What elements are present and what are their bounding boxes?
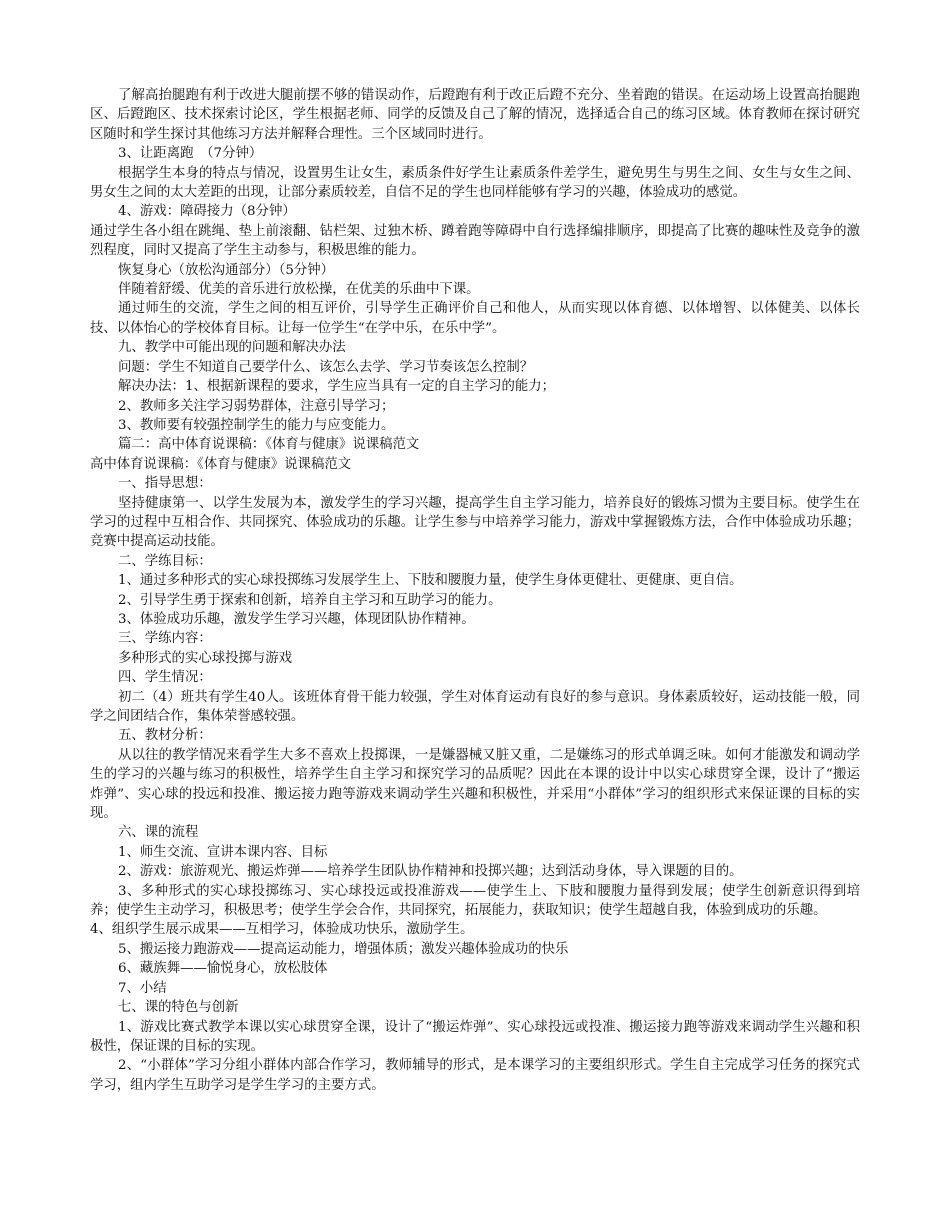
list-item: 1、通过多种形式的实心球投掷练习发展学生上、下肢和腰腹力量，使学生身体更健壮、更健康、更自信。	[118, 573, 743, 589]
list-item: 4、组织学生展示成果——互相学习，体验成功快乐，激励学生。	[90, 922, 474, 938]
article-title: 高中体育说课稿：《体育与健康》说课稿范文	[90, 456, 352, 472]
list-item: 3、教师要有较强控制学生的能力与应变能力。	[118, 417, 395, 433]
section-item: 4、游戏：障碍接力（8分钟）	[118, 204, 296, 220]
paragraph: 根据学生本身的特点与情况，设置男生让女生，素质条件好学生让素质条件差学生，避免男生与男生之间、女生与女生之间、男女生之间的太大差距的出现，让部分素质较差，自信不足的学生也同样能够有学习的兴趣，体验成功的感觉。	[90, 165, 860, 201]
section-heading: 七、课的特色与创新	[118, 1000, 239, 1016]
list-item: 3、多种形式的实心球投掷练习、实心球投远或投准游戏——使学生上、下肢和腰腹力量得到发展；使学生创新意识得到培养；使学生主动学习，积极思考；使学生学会合作，共同探究，拓展能力，获取知识；使学生超越自我，体验到成功的乐趣。	[90, 883, 860, 919]
section-heading: 五、教材分析：	[118, 728, 212, 744]
list-item: 2、“小群体”学习分组小群体内部合作学习，教师辅导的形式，是本课学习的主要组织形式。学生自主完成学习任务的探究式学习，组内学生互助学习是学生学习的主要方式。	[90, 1058, 860, 1093]
paragraph: 多种形式的实心球投掷与游戏	[118, 650, 293, 666]
section-item: 恢复身心（放松沟通部分）（5分钟）	[118, 262, 335, 278]
article-heading: 篇二：高中体育说课稿：《体育与健康》说课稿范文	[118, 437, 420, 453]
section-item: 3、让距离跑 （7分钟）	[118, 146, 263, 162]
list-item: 5、搬运接力跑游戏——提高运动能力，增强体质；激发兴趣体验成功的快乐	[118, 941, 569, 957]
paragraph: 初二（4）班共有学生40人。该班体育骨干能力较强，学生对体育运动有良好的参与意识。身体素质较好，运动技能一般，同学之间团结合作，集体荣誉感较强。	[90, 689, 860, 724]
section-heading: 二、学练目标：	[118, 553, 212, 569]
paragraph: 通过学生各小组在跳绳、垫上前滚翻、钻栏架、过独木桥、蹲着跑等障碍中自行选择编排顺序，即提高了比赛的趣味性及竞争的激烈程度，同时又提高了学生主动参与，积极思维的能力。	[90, 223, 860, 259]
list-item: 2、教师多关注学习弱势群体，注意引导学习；	[118, 398, 395, 414]
list-item: 2、游戏：旅游观光、搬运炸弹——培养学生团队协作精神和投掷兴趣；达到活动身体，导入课题的目的。	[118, 864, 743, 880]
section-heading: 四、学生情况：	[118, 670, 212, 686]
list-item: 7、小结	[118, 980, 167, 996]
list-item: 6、藏族舞——愉悦身心，放松肢体	[118, 961, 328, 977]
paragraph: 问题：学生不知道自己要学什么、该怎么去学、学习节奏该怎么控制？	[118, 359, 534, 375]
paragraph: 通过师生的交流，学生之间的相互评价，引导学生正确评价自己和他人，从而实现以体育德、以体增智、以体健美、以体长技、以体怡心的学校体育目标。让每一位学生“在学中乐，在乐中学”。	[90, 301, 860, 336]
list-item: 1、师生交流、宣讲本课内容、目标	[118, 844, 328, 860]
list-item: 1、游戏比赛式教学本课以实心球贯穿全课，设计了“搬运炸弹”、实心球投远或投准、搬运接力跑等游戏来调动学生兴趣和积极性，保证课的目标的实现。	[90, 1019, 860, 1054]
list-item: 3、体验成功乐趣，激发学生学习兴趣，体现团队协作精神。	[118, 611, 475, 627]
section-heading: 一、指导思想：	[118, 476, 212, 492]
section-heading: 三、学练内容：	[118, 631, 212, 647]
section-heading: 六、课的流程	[118, 825, 199, 841]
section-heading: 九、教学中可能出现的问题和解决办法	[118, 340, 346, 356]
list-item: 2、引导学生勇于探索和创新，培养自主学习和互助学习的能力。	[118, 592, 502, 608]
paragraph: 坚持健康第一、以学生发展为本，激发学生的学习兴趣，提高学生自主学习能力，培养良好的锻炼习惯为主要目标。使学生在学习的过程中互相合作、共同探究、体验成功的乐趣。让学生参与中培养学习能力，游戏中掌握锻炼方法，合作中体验成功乐趣；竞赛中提高运动技能。	[90, 495, 860, 550]
paragraph: 了解高抬腿跑有利于改进大腿前摆不够的错误动作，后蹬跑有利于改正后蹬不充分、坐着跑的错误。在运动场上设置高抬腿跑区、后蹬跑区、技术探索讨论区，学生根据老师、同学的反馈及自己了解的情况，选择适合自己的练习区域。体育教师在探讨研究区随时和学生探讨其他练习方法并解释合理性。三个区域同时进行。	[90, 88, 860, 142]
paragraph: 伴随着舒缓、优美的音乐进行放松操，在优美的乐曲中下课。	[118, 282, 480, 298]
paragraph: 从以往的教学情况来看学生大多不喜欢上投掷课，一是嫌器械又脏又重，二是嫌练习的形式单调乏味。如何才能激发和调动学生的学习的兴趣与练习的积极性，培养学生自主学习和探究学习的品质呢？因此在本课的设计中以实心球贯穿全课，设计了“搬运炸弹”、实心球的投远和投准、搬运接力跑等游戏来调动学生兴趣和积极性，并采用“小群体”学习的组织形式来保证课的目标的实现。	[90, 747, 860, 822]
paragraph: 解决办法：1、根据新课程的要求，学生应当具有一定的自主学习的能力；	[118, 379, 556, 395]
